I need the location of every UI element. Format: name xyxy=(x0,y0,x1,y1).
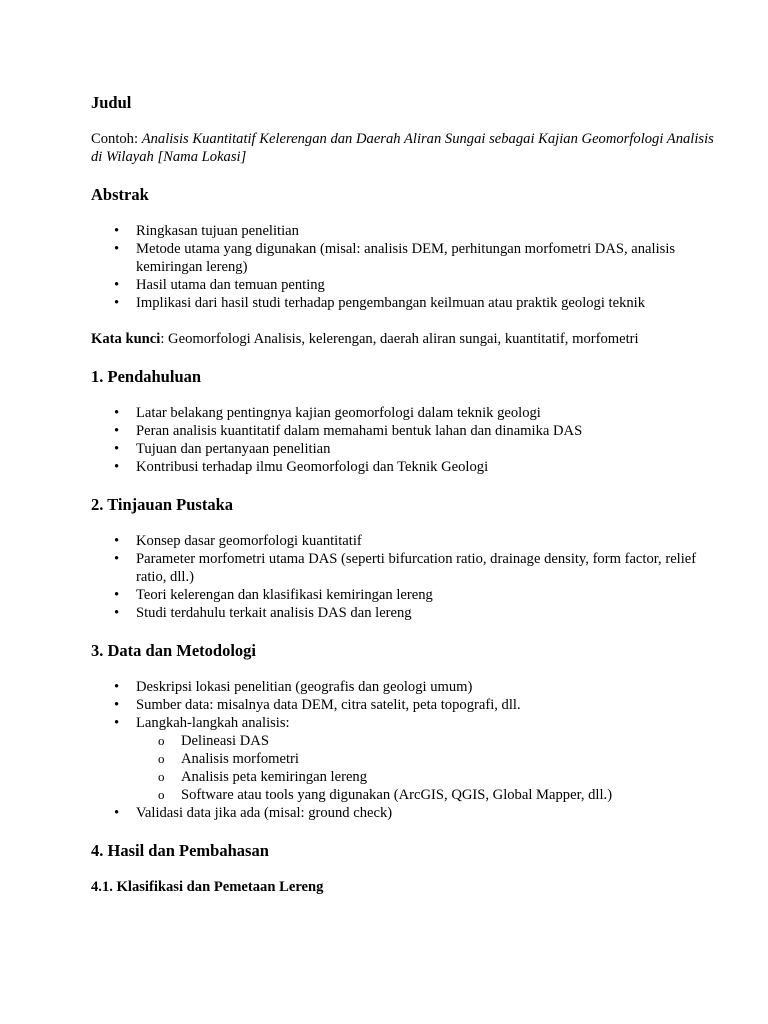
list-item xyxy=(91,586,728,604)
bullet-icon: • xyxy=(114,697,120,713)
bullet-icon: • xyxy=(114,277,120,293)
abstrak-list xyxy=(91,222,728,312)
section-heading-hasil: 4. Hasil dan Pembahasan xyxy=(91,841,269,860)
circle-bullet-icon: o xyxy=(158,787,165,802)
circle-bullet-icon: o xyxy=(158,769,165,784)
list-item xyxy=(91,276,728,294)
section-heading-tinjauan-pustaka: 2. Tinjauan Pustaka xyxy=(91,495,233,514)
list-item-text: Metode utama yang digunakan (misal: analisis DEM, perhitungan morfometri DAS, analisis kemiringan lereng) xyxy=(136,241,676,275)
list-item-text: Hasil utama dan temuan penting xyxy=(136,277,325,293)
bullet-icon: • xyxy=(114,605,120,621)
bullet-icon: • xyxy=(114,241,120,257)
bullet-icon: • xyxy=(114,441,120,457)
bullet-icon: • xyxy=(114,459,120,475)
sub-list-item-text: Software atau tools yang digunakan (ArcGIS, QGIS, Global Mapper, dll.) xyxy=(181,787,613,803)
example-title-paragraph xyxy=(91,130,728,166)
list-item-text: Studi terdahulu terkait analisis DAS dan lereng xyxy=(136,605,412,621)
list-item xyxy=(91,294,728,312)
list-item xyxy=(91,604,728,622)
list-item-text: Validasi data jika ada (misal: ground check) xyxy=(136,805,393,821)
bullet-icon: • xyxy=(114,715,120,731)
example-title-text: Analisis Kuantitatif Kelerengan dan Daerah Aliran Sungai sebagai Kajian Geomorfologi Analisis di Wilayah [Nama Lokasi] xyxy=(91,131,714,165)
subsection-heading-4-1: 4.1. Klasifikasi dan Pemetaan Lereng xyxy=(91,879,324,895)
list-item xyxy=(91,222,728,240)
sub-list-item xyxy=(136,786,728,804)
metodologi-sub-list xyxy=(136,732,728,804)
section-heading-pendahuluan: 1. Pendahuluan xyxy=(91,367,202,386)
keywords-label: Kata kunci xyxy=(91,331,161,347)
list-item-text: Deskripsi lokasi penelitian (geografis dan geologi umum) xyxy=(136,679,473,695)
example-prefix: Contoh: xyxy=(91,131,142,147)
section-heading-metodologi: 3. Data dan Metodologi xyxy=(91,641,256,660)
list-item xyxy=(91,714,728,804)
list-item-text: Latar belakang pentingnya kajian geomorfologi dalam teknik geologi xyxy=(136,405,541,421)
keywords-paragraph xyxy=(91,330,728,348)
bullet-icon: • xyxy=(114,423,120,439)
section-heading-judul: Judul xyxy=(91,93,132,112)
list-item xyxy=(91,678,728,696)
section-heading-abstrak: Abstrak xyxy=(91,185,149,204)
sub-list-item-text: Delineasi DAS xyxy=(181,733,269,749)
list-item-text: Implikasi dari hasil studi terhadap pengembangan keilmuan atau praktik geologi teknik xyxy=(136,295,646,311)
list-item xyxy=(91,532,728,550)
list-item xyxy=(91,550,728,586)
bullet-icon: • xyxy=(114,405,120,421)
sub-list-item xyxy=(136,750,728,768)
list-item-text: Teori kelerengan dan klasifikasi kemiringan lereng xyxy=(136,587,433,603)
sub-list-item xyxy=(136,732,728,750)
tinjauan-list xyxy=(91,532,728,622)
bullet-icon: • xyxy=(114,679,120,695)
sub-list-item-text: Analisis morfometri xyxy=(181,751,299,767)
list-item xyxy=(91,458,728,476)
bullet-icon: • xyxy=(114,223,120,239)
keywords-text: : Geomorfologi Analisis, kelerengan, daerah aliran sungai, kuantitatif, morfometri xyxy=(160,331,639,347)
list-item-text: Parameter morfometri utama DAS (seperti bifurcation ratio, drainage density, form factor, relief ratio, dll.) xyxy=(136,551,697,585)
metodologi-list xyxy=(91,678,728,822)
bullet-icon: • xyxy=(114,587,120,603)
list-item-text: Sumber data: misalnya data DEM, citra satelit, peta topografi, dll. xyxy=(136,697,521,713)
bullet-icon: • xyxy=(114,551,120,567)
bullet-icon: • xyxy=(114,533,120,549)
bullet-icon: • xyxy=(114,295,120,311)
sub-list-item-text: Analisis peta kemiringan lereng xyxy=(181,769,368,785)
list-item-text: Tujuan dan pertanyaan penelitian xyxy=(136,441,331,457)
circle-bullet-icon: o xyxy=(158,751,165,766)
circle-bullet-icon: o xyxy=(158,733,165,748)
bullet-icon: • xyxy=(114,805,120,821)
list-item xyxy=(91,404,728,422)
list-item xyxy=(91,240,728,276)
list-item-text: Ringkasan tujuan penelitian xyxy=(136,223,299,239)
list-item-text: Kontribusi terhadap ilmu Geomorfologi dan Teknik Geologi xyxy=(136,459,489,475)
list-item xyxy=(91,422,728,440)
list-item-text: Peran analisis kuantitatif dalam memahami bentuk lahan dan dinamika DAS xyxy=(136,423,583,439)
list-item xyxy=(91,804,728,822)
list-item-text: Langkah-langkah analisis: xyxy=(136,715,290,731)
list-item xyxy=(91,440,728,458)
list-item xyxy=(91,696,728,714)
pendahuluan-list xyxy=(91,404,728,476)
list-item-text: Konsep dasar geomorfologi kuantitatif xyxy=(136,533,362,549)
sub-list-item xyxy=(136,768,728,786)
